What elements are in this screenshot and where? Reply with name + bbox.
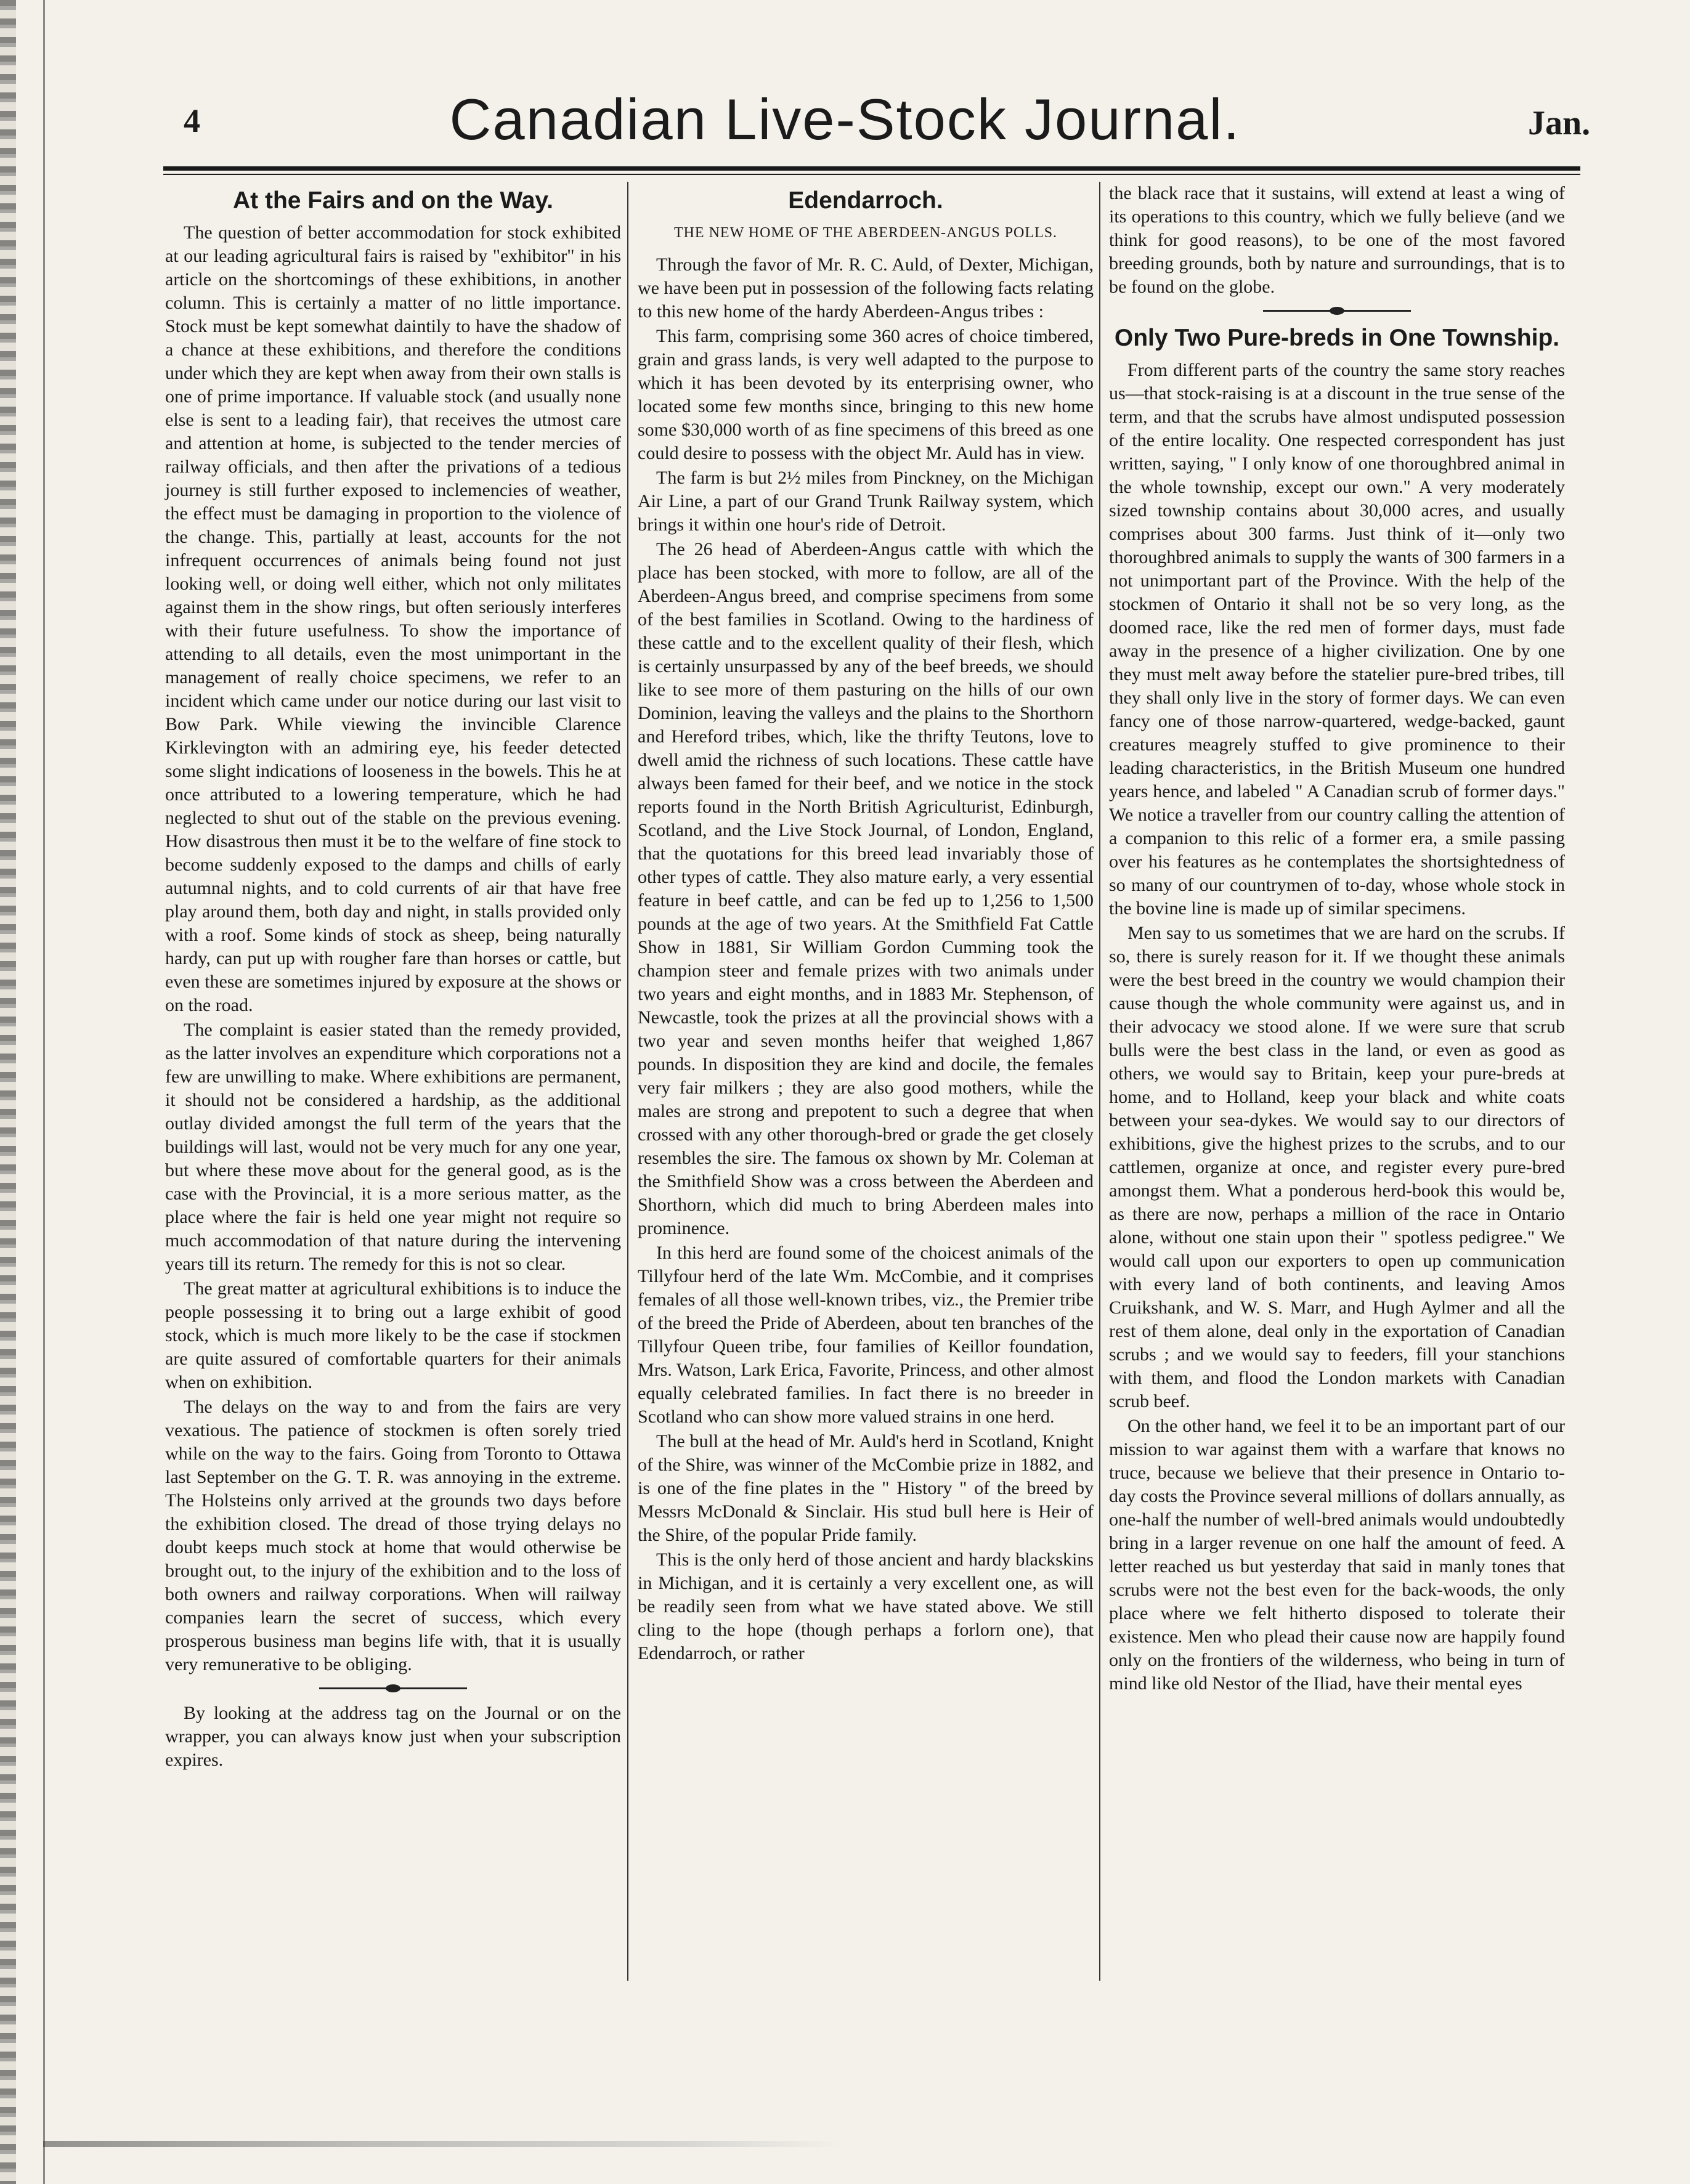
paragraph: The 26 head of Aberdeen-Angus cattle with which the place has been stocked, with more to follow, are all of the Aberdeen-Angus breed, and comprise specimens from some of the best families in Scotland. Owing to the hardiness of these cattle and to the excellent quality of their flesh, which is certainly unsurpassed by any of the beef breeds, we should like to see more of them pasturing on the hills of our own Dominion, leaving the valleys and the plains to the Shorthorn and Hereford tribes, which, like the thrifty Teutons, love to dwell amid the richness of such locations. These cattle have always been famed for their beef, and we notice in the stock reports found in the North British Agriculturist, Edinburgh, Scotland, and the Live Stock Journal, of London, England, that the quotations for this breed lead invariably those of other types of cattle. They also mature early, a very essential feature in beef cattle, and can be fed up to 1,256 to 1,500 pounds at the age of two years. At the Smithfield Fat Cattle Show in 1881, Sir William Gordon Cumming took the champion steer and female prizes with two animals under two years and eight months, and in 1883 Mr. Stephenson, of Newcastle, took the prizes at all the provincial shows with a two year and seven months heifer that weighed 1,867 pounds. In disposition they are kind and docile, the females very fair milkers ; they are also good mothers, while the males are strong and prepotent to such a degree that when crossed with any other thorough-bred or grade the get closely resembles the sire. The famous ox shown by Mr. Coleman at the Smithfield Show was a cross between the Aberdeen and Shorthorn, which did much to bring Aberdeen males into prominence.	[638, 539, 1094, 1238]
paragraph: This farm, comprising some 360 acres of choice timbered, grain and grass lands, is very well adapted to the purpose to which it has been devoted by its enterprising owner, who located some few months since, bringing to this new home some $30,000 worth of as fine specimens of this breed as one could desire to possess with the object Mr. Auld has in view.	[638, 326, 1094, 463]
header-rule-thin	[163, 174, 1580, 175]
column-1	[165, 182, 621, 1773]
paragraph: The complaint is easier stated than the remedy provided, as the latter involves an expenditure which corporations not a few are unwilling to make. Where exhibitions are permanent, it should not be considered a hardship, as the additional outlay divided amongst the full term of the years that the buildings will last, would not be very much for any one year, but where these move about for the general good, as is the case with the Provincial, it is a more serious matter, as the place where the fair is held one year might not require so much accommodation of that nature during the intervening years till its return. The remedy for this is not so clear.	[165, 1020, 621, 1274]
journal-title: Canadian Live-Stock Journal.	[449, 87, 1241, 152]
column-2	[638, 182, 1094, 1666]
paragraph: The farm is but 2½ miles from Pinckney, on the Michigan Air Line, a part of our Grand Trunk Railway system, which brings it within one hour's ride of Detroit.	[638, 468, 1094, 535]
paragraph: From different parts of the country the same story reaches us—that stock-raising is at a discount in the true sense of the term, and that the scrubs have almost undisputed possession of the entire locality. One respected correspondent has just written, saying, " I only know of one thoroughbred animal in the whole township, except our own." A very moderately sized township contains about 30,000 acres, and usually comprises about 300 farms. Just think of it—only two thoroughbred animals to supply the wants of 300 farmers in a not unimportant part of the Province. With the help of the stockmen of Ontario it shall not be so very long, as the doomed race, like the red men of former days, must fade away in the presence of a higher civilization. One by one they must melt away before the statelier pure-bred tribes, till they shall only live in the story of former days. We can even fancy one of those narrow-quartered, wedge-backed, gaunt creatures meagrely stuffed to give prominence to their leading characteristics, in the British Museum one hundred years hence, and labeled " A Canadian scrub of former days." We notice a traveller from our country calling the attention of a companion to this relic of a former era, a smile passing over his features as he contemplates the shortsightedness of so many of our countrymen of to-day, whose whole stock in the bovine line is made up of similar specimens.	[1109, 360, 1565, 919]
paragraph: Men say to us sometimes that we are hard on the scrubs. If so, there is surely reason for it. If we thought these animals were the best breed in the country we would champion their cause though the whole community were against us, and in their advocacy we stood alone. If we were sure that scrub bulls were the best class in the land, or even as good as others, we would say to Britain, keep your pure-breds at home, and to Holland, keep your black and white coats between your sea-dykes. We would say to our directors of exhibitions, give the highest prizes to the scrubs, and to our cattlemen, organize at once, and register every pure-bred amongst them. What a ponderous herd-book this would be, as there are now, perhaps a million of the race in Ontario alone, without one stain upon their " spotless pedigree." We would call upon our exporters to open up communication with every land of both continents, and leaving Amos Cruikshank, and W. S. Marr, and Hugh Aylmer and all the rest of them alone, deal only in the exportation of Canadian scrubs ; and we would say to feeders, fill your stanchions with them, and flood the London markets with Canadian scrub beef.	[1109, 923, 1565, 1411]
column-divider-1	[627, 182, 628, 1981]
header-rule-thick	[163, 166, 1580, 171]
section-separator	[1263, 310, 1411, 312]
article-heading-fairs: At the Fairs and on the Way.	[232, 187, 554, 214]
column-divider-2	[1099, 182, 1100, 1981]
paragraph: In this herd are found some of the choicest animals of the Tillyfour herd of the late Wm. McCombie, and it comprises females of all those well-known tribes, viz., the Premier tribe of the breed the Pride of Aberdeen, about ten branches of the Tillyfour Queen tribe, four families of Keillor foundation, Mrs. Watson, Lark Erica, Favorite, Princess, and other almost equally celebrated families. In fact there is no breeder in Scotland who can show more valued strains in one herd.	[638, 1243, 1094, 1427]
paragraph: Through the favor of Mr. R. C. Auld, of Dexter, Michigan, we have been put in possession of the following facts relating to this new home of the hardy Aberdeen-Angus tribes :	[638, 254, 1094, 322]
article-subheading: THE NEW HOME OF THE ABERDEEN-ANGUS POLLS.	[673, 225, 1058, 241]
page-number: 4	[184, 102, 200, 139]
paragraph-continued: the black race that it sustains, will extend at least a wing of its operations to this country, which we fully believe (and we think for good reasons), to be one of the most favored breeding grounds, both by nature and surroundings, that is to be found on the globe.	[1109, 183, 1565, 297]
subscription-notice: By looking at the address tag on the Journal or on the wrapper, you can always know just when your subscription expires.	[165, 1703, 621, 1770]
article-heading-edendarroch: Edendarroch.	[788, 187, 943, 214]
margin-line	[43, 0, 45, 2184]
column-3	[1109, 182, 1565, 1697]
issue-month: Jan.	[1528, 104, 1591, 142]
paragraph: The question of better accommodation for stock exhibited at our leading agricultural fairs is raised by "exhibitor" in his article on the shortcomings of these exhibitions, in another column. This is certainly a matter of no little importance. Stock must be kept somewhat daintily to have the shadow of a chance at these exhibitions, and therefore the conditions under which they are kept when away from their own stalls is one of prime importance. If valuable stock (and usually none else is sent to a leading fair), that receives the utmost care and attention at home, is subjected to the tender mercies of railway officials, and then after the privations of a tedious journey is still further exposed to inclemencies of weather, the effect must be damaging in proportion to the violence of the change. This, partially at least, accounts for the not infrequent occurrences of animals being found not just looking well, or doing well either, which not only militates against them in the show rings, but often seriously interferes with their future usefulness. To show the importance of attending to all details, even the most unimportant in the management of really choice specimens, we refer to an incident which came under our notice during our last visit to Bow Park. While viewing the invincible Clarence Kirklevington with an admiring eye, his feeder detected some slight indications of looseness in the bowels. This he at once attributed to a lowering temperature, which he had neglected to shut out of the stable on the previous evening. How disastrous then must it be to the welfare of fine stock to become suddenly exposed to the damps and chills of early autumnal nights, and to cold currents of air that have free play around them, both day and night, in stalls provided only with a roof. Some kinds of stock as sheep, being naturally hardy, can put up with rougher fare than horses or cattle, but even these are sometimes injured by exposure at the shows or on the road.	[165, 222, 621, 1015]
paragraph: The bull at the head of Mr. Auld's herd in Scotland, Knight of the Shire, was winner of the McCombie prize in 1882, and is one of the fine plates in the " History " of the breed by Messrs McDonald & Sinclair. His stud bull here is Heir of the Shire, of the popular Pride family.	[638, 1431, 1094, 1545]
paragraph: On the other hand, we feel it to be an important part of our mission to war against them with a warfare that knows no truce, because we believe that their presence in Ontario to-day costs the Province several millions of dollars annually, as one-half the number of well-bred animals would undoubtedly bring in a larger revenue on one half the amount of feed. A letter reached us but yesterday that said in manly tones that scrubs were not the best even for the back-woods, the only place where we felt hitherto disposed to tolerate their existence. Men who plead their cause now are happily found only on the frontiers of the wilderness, who being in turn of mind like old Nestor of the Iliad, have their mental eyes	[1109, 1416, 1565, 1694]
binding-edge	[0, 0, 16, 2184]
paragraph: The great matter at agricultural exhibitions is to induce the people possessing it to bring out a large exhibit of good stock, which is much more likely to be the case if stockmen are quite assured of comfortable quarters for their animals when on exhibition.	[165, 1278, 621, 1392]
scan-artifact	[43, 2141, 844, 2147]
paragraph: This is the only herd of those ancient and hardy blackskins in Michigan, and it is certainly a very excellent one, as will be readily seen from what we have stated above. We still cling to the hope (though perhaps a forlorn one), that Edendarroch, or rather	[638, 1549, 1094, 1663]
section-separator	[319, 1687, 467, 1689]
article-heading-pure-breds: Only Two Pure-breds in One Township.	[1114, 325, 1560, 351]
paragraph: The delays on the way to and from the fairs are very vexatious. The patience of stockmen is often sorely tried while on the way to the fairs. Going from Toronto to Ottawa last September on the G. T. R. was annoying in the extreme. The Holsteins only arrived at the grounds two days before the exhibition closed. The dread of those trying delays no doubt keeps much stock at home that would otherwise be brought out, to the injury of the exhibition and to the loss of both owners and railway corporations. When will railway companies learn the secret of success, which every prosperous business man begins life with, that it is usually very remunerative to be obliging.	[165, 1397, 621, 1675]
